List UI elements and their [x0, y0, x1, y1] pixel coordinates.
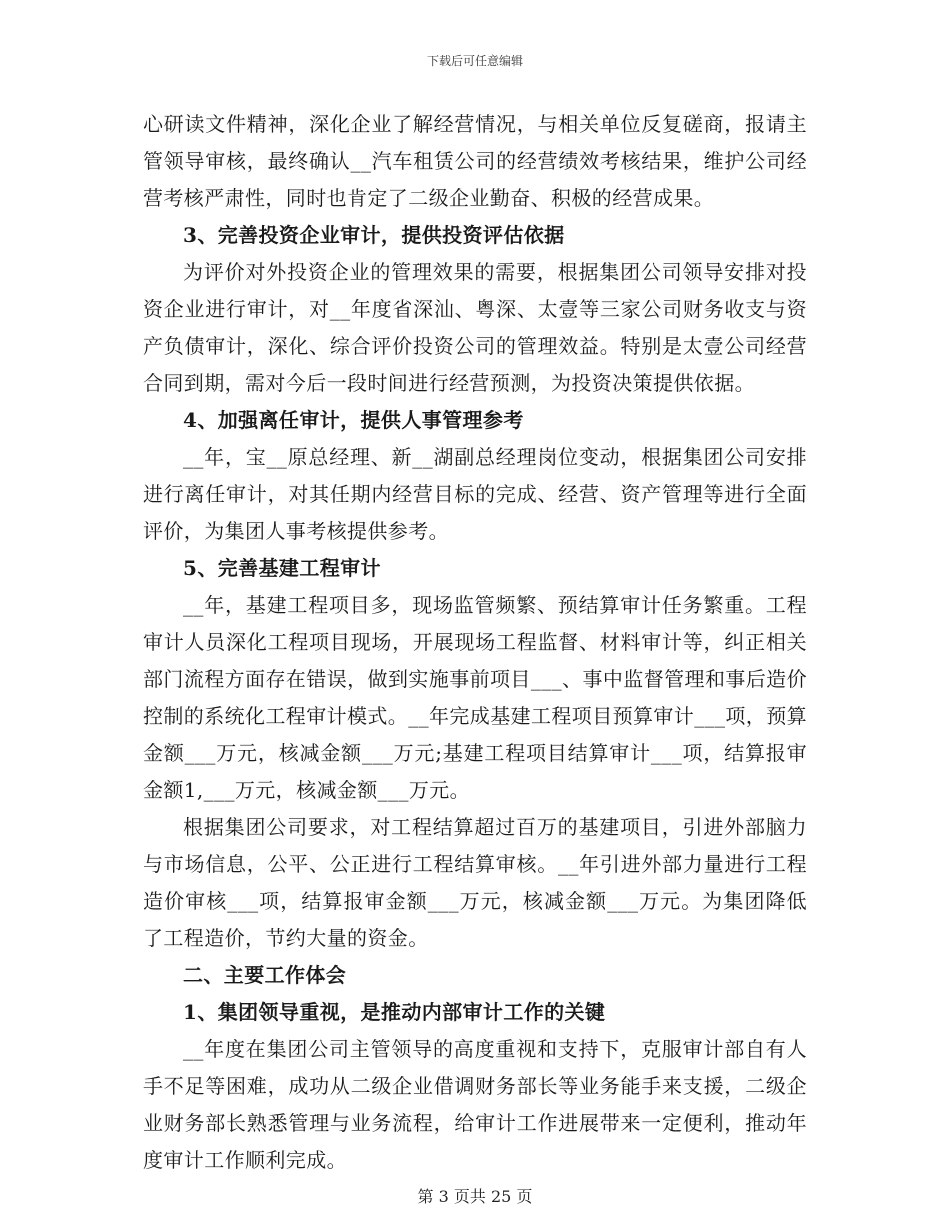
section-heading-3: 3、完善投资企业审计，提供投资评估依据 [183, 223, 565, 247]
section-heading-leadership: 1、集团领导重视，是推动内部审计工作的关键 [183, 1000, 606, 1024]
document-body [143, 106, 807, 1179]
page-footer: 第 3 页共 25 页 [417, 1187, 533, 1206]
paragraph-investment-audit: 为评价对外投资企业的管理效果的需要，根据集团公司领导安排对投资企业进行审计，对__年度省深汕、粤深、太壹等三家公司财务收支与资产负债审计，深化、综合评价投资公司的管理效益。特别是太壹公司经营合同到期，需对今后一段时间进行经营预测，为投资决策提供依据。 [143, 260, 807, 395]
page-header: 下载后可任意编辑 [426, 54, 523, 68]
paragraph-continuation: 心研读文件精神，深化企业了解经营情况，与相关单位反复磋商，报请主管领导审核，最终确认__汽车租赁公司的经营绩效考核结果，维护公司经营考核严肃性，同时也肯定了二级企业勤奋、积极的经营成果。 [143, 112, 807, 210]
paragraph-construction-audit: __年，基建工程项目多，现场监管频繁、预结算审计任务繁重。工程审计人员深化工程项目现场，开展现场工程监督、材料审计等，纠正相关部门流程方面存在错误，做到实施事前项目___、事中监督管理和事后造价控制的系统化工程审计模式。__年完成基建工程项目预算审计___项，预算金额___万元，核减金额___万元;基建工程项目结算审计___项，结算报审金额1,___万元，核减金额___万元。 [143, 593, 807, 802]
paragraph-external-review: 根据集团公司要求，对工程结算超过百万的基建项目，引进外部脑力与市场信息，公平、公正进行工程结算审核。__年引进外部力量进行工程造价审核___项，结算报审金额___万元，核减金额___万元。为集团降低了工程造价，节约大量的资金。 [143, 815, 807, 950]
paragraph-leadership: __年度在集团公司主管领导的高度重视和支持下，克服审计部自有人手不足等困难，成功从二级企业借调财务部长等业务能手来支援，二级企业财务部长熟悉管理与业务流程，给审计工作进展带来一定便利，推动年度审计工作顺利完成。 [143, 1037, 807, 1172]
section-heading-5: 5、完善基建工程审计 [183, 556, 381, 580]
chapter-heading-2: 二、主要工作体会 [183, 963, 347, 987]
section-heading-4: 4、加强离任审计，提供人事管理参考 [183, 408, 524, 432]
paragraph-departure-audit: __年，宝__原总经理、新__湖副总经理岗位变动，根据集团公司安排进行离任审计，对其任期内经营目标的完成、经营、资产管理等进行全面评价，为集团人事考核提供参考。 [143, 445, 807, 543]
